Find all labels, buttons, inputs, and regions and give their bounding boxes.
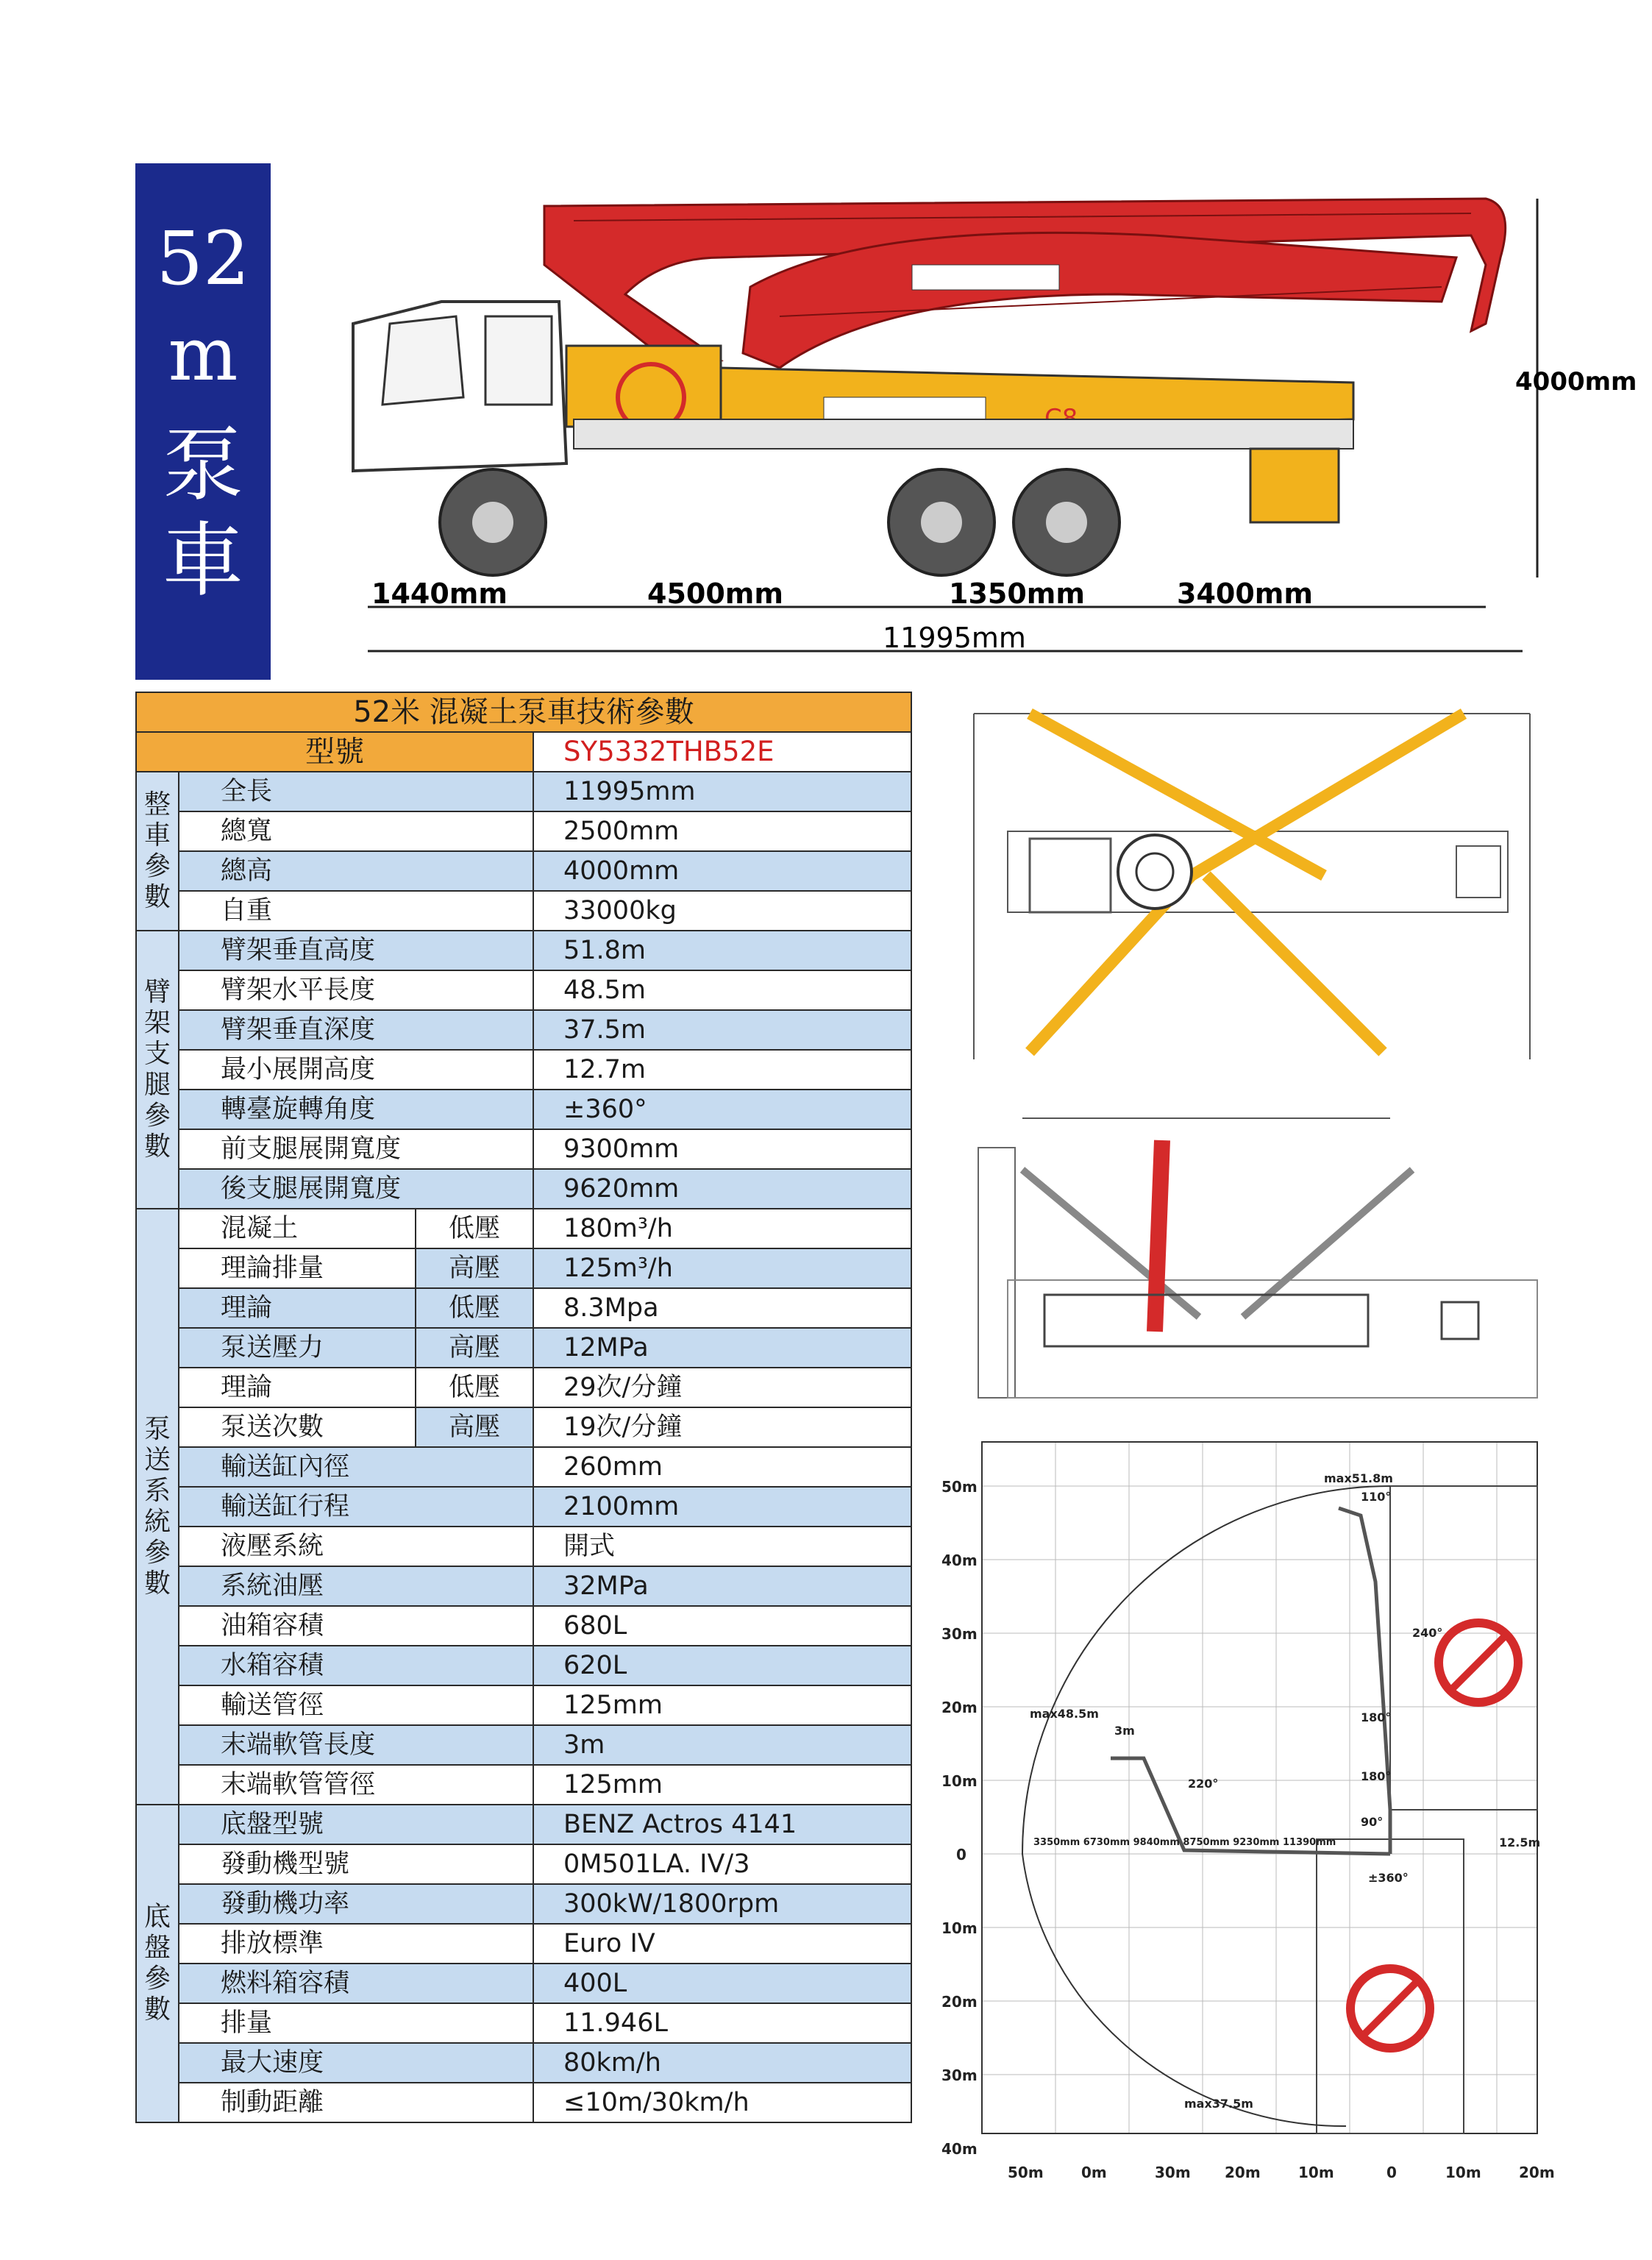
dim-total-length: 11995mm (883, 622, 1026, 654)
spec-value: 125mm (533, 1765, 911, 1805)
spec-label: 理論 (179, 1288, 416, 1328)
x-label: 30m (1155, 2164, 1191, 2181)
spec-label: 末端軟管管徑 (179, 1765, 533, 1805)
dim-wheelbase: 4500mm (647, 578, 783, 610)
x-label: 20m (1225, 2164, 1261, 2181)
spec-label: 液壓系統 (179, 1527, 533, 1566)
y-label: 20m (941, 1993, 978, 2011)
spec-label: 泵送次數 (179, 1407, 416, 1447)
outrigger-top-view (964, 692, 1545, 1104)
max-depth-label: max37.5m (1184, 2097, 1253, 2111)
spec-value: 3m (533, 1725, 911, 1765)
spec-label: 輸送缸行程 (179, 1487, 533, 1527)
spec-value: 51.8m (533, 931, 911, 970)
dim-axle-spacing: 1350mm (949, 578, 1085, 610)
spec-value: 8.3Mpa (533, 1288, 911, 1328)
spec-value: 32MPa (533, 1566, 911, 1606)
y-label: 40m (941, 2140, 978, 2158)
spec-sub-label: 低壓 (416, 1368, 533, 1407)
y-label: 20m (941, 1699, 978, 1716)
spec-label: 輸送管徑 (179, 1685, 533, 1725)
spec-value: 12.7m (533, 1050, 911, 1090)
spec-label: 理論 (179, 1368, 416, 1407)
group-chassis: 底盤參數 (136, 1805, 179, 2122)
spec-value: 11995mm (533, 772, 911, 811)
spec-label: 轉臺旋轉角度 (179, 1090, 533, 1129)
y-label: 40m (941, 1552, 978, 1569)
y-label: 10m (941, 1919, 978, 1937)
truck-cab (353, 302, 566, 471)
spec-label: 底盤型號 (179, 1805, 533, 1844)
grid (982, 1442, 1537, 2133)
spec-label: 總高 (179, 851, 533, 891)
spec-label: 發動機功率 (179, 1884, 533, 1924)
title-char-2: 車 (163, 514, 243, 608)
max-height-label: max51.8m (1324, 1471, 1393, 1485)
group-pump: 泵送系統參數 (136, 1209, 179, 1805)
spec-label: 水箱容積 (179, 1646, 533, 1685)
table-title: 52米 混凝土泵車技術參數 (136, 692, 911, 732)
x-label: 50m (1008, 2164, 1044, 2181)
title-number: 52 (156, 216, 250, 302)
spec-value: 0M501LA. IV/3 (533, 1844, 911, 1884)
y-label: 30m (941, 2067, 978, 2084)
x-label: 10m (1298, 2164, 1334, 2181)
spec-value: 9620mm (533, 1169, 911, 1209)
hose-label: 3m (1114, 1724, 1135, 1738)
max-reach-label: max48.5m (1030, 1707, 1099, 1721)
spec-value: 125mm (533, 1685, 911, 1725)
angle-label: 110° (1361, 1490, 1392, 1504)
spec-label: 後支腿展開寬度 (179, 1169, 533, 1209)
spec-value: 680L (533, 1606, 911, 1646)
spec-label: 排量 (179, 2003, 533, 2043)
x-label: 0 (1386, 2164, 1397, 2181)
spec-sub-label: 高壓 (416, 1248, 533, 1288)
title-char-1: 泵 (163, 418, 243, 512)
spec-value: 620L (533, 1646, 911, 1685)
spec-label: 發動機型號 (179, 1844, 533, 1884)
spec-value: 12MPa (533, 1328, 911, 1368)
title-unit: m (168, 311, 238, 397)
spec-value: 9300mm (533, 1129, 911, 1169)
spec-value: 開式 (533, 1527, 911, 1566)
spec-label: 混凝土 (179, 1209, 416, 1248)
spec-label: 最小展開高度 (179, 1050, 533, 1090)
rotation-label: ±360° (1368, 1871, 1409, 1885)
spec-label: 制動距離 (179, 2083, 533, 2122)
spec-value: 125m³/h (533, 1248, 911, 1288)
spec-label: 燃料箱容積 (179, 1964, 533, 2003)
spec-label: 臂架垂直高度 (179, 931, 533, 970)
spec-value: 400L (533, 1964, 911, 2003)
spec-label: 臂架垂直深度 (179, 1010, 533, 1050)
spec-value: 260mm (533, 1447, 911, 1487)
reach-chart (934, 1442, 1567, 2185)
angle-label: 240° (1412, 1626, 1443, 1640)
spec-value: 48.5m (533, 970, 911, 1010)
group-boom: 臂架支腿參數 (136, 931, 179, 1209)
spec-value: Euro IV (533, 1924, 911, 1964)
angle-label: 180° (1361, 1769, 1392, 1783)
spec-value: 300kW/1800rpm (533, 1884, 911, 1924)
spec-label: 自重 (179, 891, 533, 931)
title-block (135, 163, 271, 680)
y-label: 50m (941, 1478, 978, 1496)
spec-sub-label: 高壓 (416, 1328, 533, 1368)
spec-label: 總寬 (179, 811, 533, 851)
dim-rear-overhang: 3400mm (1177, 578, 1313, 610)
truck-wheels (440, 469, 1119, 575)
spec-value: 4000mm (533, 851, 911, 891)
spec-value: 37.5m (533, 1010, 911, 1050)
spec-value: 33000kg (533, 891, 911, 931)
spec-label: 排放標準 (179, 1924, 533, 1964)
spec-label: 系統油壓 (179, 1566, 533, 1606)
height-dimension: 4000mm (1515, 367, 1637, 397)
x-label: 0m (1081, 2164, 1107, 2181)
x-label: 10m (1445, 2164, 1481, 2181)
y-label: 30m (941, 1625, 978, 1643)
model-label: 型號 (136, 732, 533, 772)
angle-label: 220° (1188, 1777, 1219, 1791)
y-label: 10m (941, 1772, 978, 1790)
spec-value: ±360° (533, 1090, 911, 1129)
dim-front-overhang: 1440mm (371, 578, 508, 610)
spec-value: 19次/分鐘 (533, 1407, 911, 1447)
spec-sub-label: 低壓 (416, 1288, 533, 1328)
spec-label: 泵送壓力 (179, 1328, 416, 1368)
group-vehicle: 整車參數 (136, 772, 179, 931)
spec-value: ≤10m/30km/h (533, 2083, 911, 2122)
x-label: 20m (1519, 2164, 1555, 2181)
spec-label: 油箱容積 (179, 1606, 533, 1646)
boom-drawing (544, 199, 1506, 368)
spec-sub-label: 低壓 (416, 1209, 533, 1248)
truck-side-view (309, 177, 1637, 677)
spec-label: 全長 (179, 772, 533, 811)
spec-label: 最大速度 (179, 2043, 533, 2083)
model-value: SY5332THB52E (533, 732, 911, 772)
y-label: 0 (956, 1846, 966, 1863)
spec-label: 末端軟管長度 (179, 1725, 533, 1765)
spec-sub-label: 高壓 (416, 1407, 533, 1447)
spec-value: 2500mm (533, 811, 911, 851)
spec-value: 2100mm (533, 1487, 911, 1527)
spec-value: BENZ Actros 4141 (533, 1805, 911, 1844)
spec-label: 前支腿展開寬度 (179, 1129, 533, 1169)
section-lengths: 3350mm 6730mm 9840mm 8750mm 9230mm 11390mm (1033, 1837, 1336, 1848)
spec-value: 180m³/h (533, 1209, 911, 1248)
spec-table (135, 692, 912, 2123)
min-height-label: 12.5m (1499, 1836, 1541, 1849)
angle-label: 90° (1361, 1815, 1384, 1829)
spec-label: 臂架水平長度 (179, 970, 533, 1010)
spec-value: 11.946L (533, 2003, 911, 2043)
angle-label: 180° (1361, 1710, 1392, 1724)
spec-label: 理論排量 (179, 1248, 416, 1288)
side-clearance-view (978, 1118, 1545, 1412)
spec-value: 80km/h (533, 2043, 911, 2083)
spec-label: 輸送缸內徑 (179, 1447, 533, 1487)
spec-value: 29次/分鐘 (533, 1368, 911, 1407)
